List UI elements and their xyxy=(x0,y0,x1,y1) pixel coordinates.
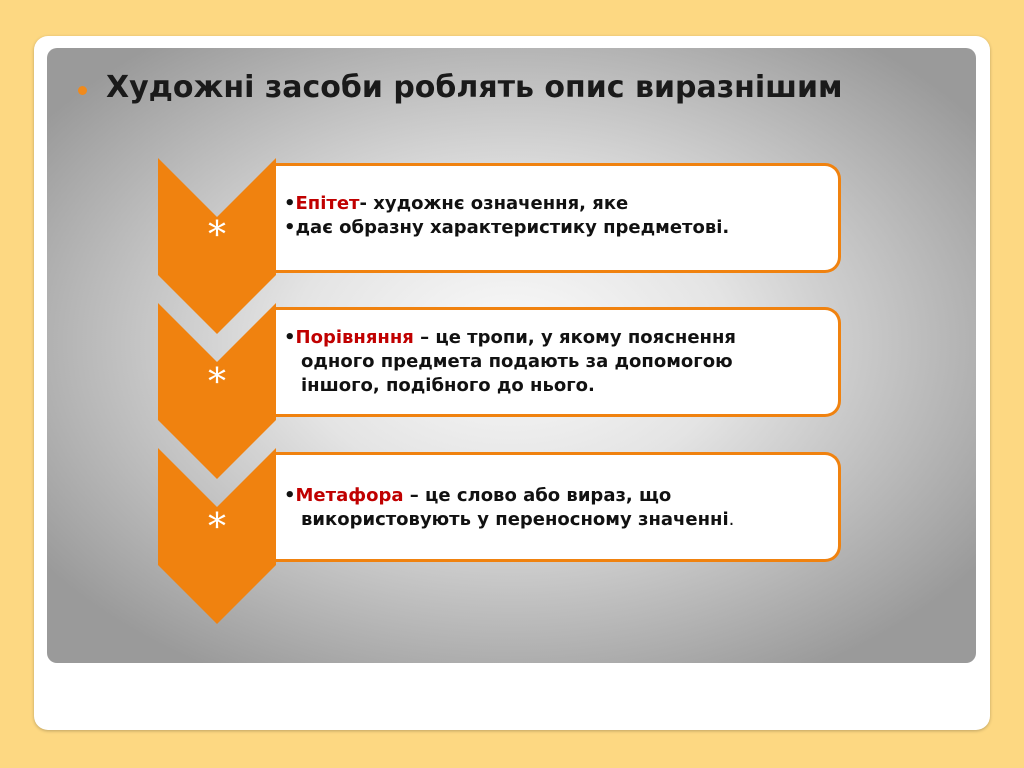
epithet-line-2 xyxy=(284,216,844,240)
bullet: • xyxy=(284,217,296,238)
comparison-rest: – це тропи, у якому пояснення xyxy=(413,327,736,348)
epithet-line-2-text: дає образну характеристику предметові. xyxy=(295,217,730,238)
definition-epithet xyxy=(284,192,844,240)
term-epithet: Епітет xyxy=(295,193,360,214)
comparison-line-1 xyxy=(284,326,844,350)
bullet: • xyxy=(284,485,296,506)
metaphor-line-1 xyxy=(284,484,844,508)
chevron-1-marker: * xyxy=(208,215,226,256)
metaphor-line-2-text: використовують у переносному значенні xyxy=(301,509,729,530)
slide-title: Художні засоби роблять опис виразнішим xyxy=(106,70,843,105)
metaphor-line-2 xyxy=(284,508,844,532)
chevron-3-marker: * xyxy=(208,507,226,548)
term-comparison: Порівняння xyxy=(295,327,414,348)
metaphor-period: . xyxy=(728,509,735,530)
term-metaphor: Метафора xyxy=(295,485,404,506)
metaphor-rest: – це слово або вираз, що xyxy=(403,485,672,506)
epithet-line-1 xyxy=(284,192,844,216)
chevron-2-marker: * xyxy=(208,362,226,403)
comparison-line-3: іншого, подібного до нього. xyxy=(301,375,595,396)
definition-comparison xyxy=(284,326,844,398)
definition-metaphor xyxy=(284,484,844,532)
epithet-rest: - художнє означення, яке xyxy=(359,193,629,214)
bullet: • xyxy=(284,327,296,348)
bullet: • xyxy=(284,193,296,214)
comparison-line-2: одного предмета подають за допомогою xyxy=(301,351,733,372)
